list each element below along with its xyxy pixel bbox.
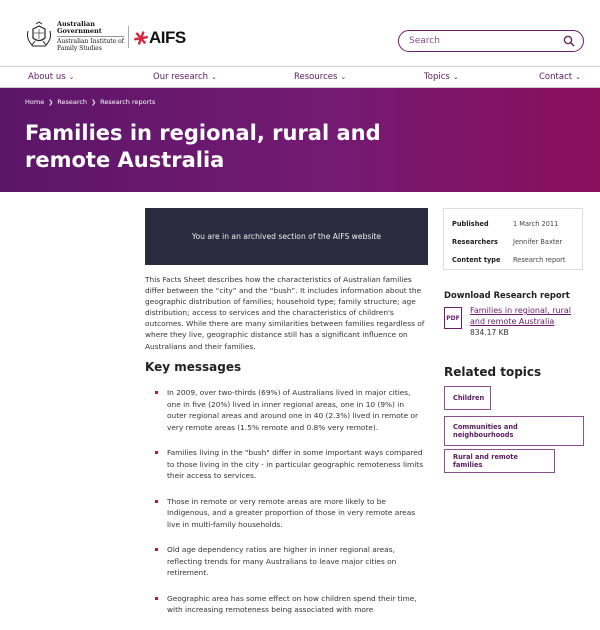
chevron-right-icon: ❯ [48,98,54,106]
file-size: 834.17 KB [470,328,509,337]
chevron-down-icon: ⌄ [340,73,347,81]
related-topics-title: Related topics [444,365,542,379]
nav-label: Resources [294,72,338,82]
search-icon[interactable] [563,35,575,47]
download-link[interactable]: Families in regional, rural and remote Australia [470,306,571,326]
page-title: Families in regional, rural and remote Australia [25,121,381,172]
list-item: Geographic area has some effect on how children spend their time, with increasing remoteness being associated with more [155,593,425,616]
download-info [470,305,580,337]
download-title: Download Research report [444,290,570,300]
meta-row-content-type [452,251,574,269]
topic-communities-and-neighbourhoods[interactable]: Communities and neighbourhoods [444,416,584,446]
gov-logo-line2: Australian Institute of [57,37,124,45]
meta-label: Researchers [452,238,498,246]
meta-row-published [452,215,574,233]
nav-item-about-us[interactable] [28,72,75,82]
search-input[interactable] [409,36,563,46]
site-header [0,0,600,66]
chevron-right-icon: ❯ [91,98,97,106]
aifs-star-icon [134,31,148,45]
publication-meta [443,208,583,270]
page-banner [0,88,600,192]
aifs-logo-text: AIFS [149,28,186,47]
nav-label: Topics [424,72,450,82]
nav-label: Our research [153,72,209,82]
chevron-down-icon: ⌄ [68,73,75,81]
list-item: Old age dependency ratios are higher in inner regional areas, reflecting trends for many Australians to leave major cities on retirement. [155,544,425,579]
nav-label: About us [28,72,66,82]
meta-label: Published [452,220,489,228]
government-logo-text [57,21,124,52]
main-nav [0,66,600,88]
meta-value: 1 March 2011 [513,220,559,228]
list-item: Families living in the "bush" differ in some important ways compared to those living in the city - in particular geographic remoteness limits their access to services. [155,447,425,482]
list-item: Those in remote or very remote areas are more likely to be Indigenous, and a greater proportion of those in very remote areas live in multi-family households. [155,496,425,531]
pdf-icon[interactable]: PDF [444,307,462,329]
breadcrumb-home[interactable]: Home [25,98,45,106]
meta-row-researchers [452,233,574,251]
meta-label: Content type [452,256,501,264]
gov-logo-line3: Family Studies [57,44,102,52]
chevron-down-icon: ⌄ [211,73,217,81]
topic-rural-and-remote-families[interactable]: Rural and remote families [444,449,555,473]
archive-notice: You are in an archived section of the AIFS website [145,208,428,265]
aifs-logo[interactable] [134,28,186,48]
meta-value[interactable]: Jennifer Baxter [513,238,563,246]
gov-logo-line1: Australian Government [57,21,124,37]
breadcrumb-research[interactable]: Research [57,98,88,106]
chevron-down-icon: ⌄ [575,73,581,81]
chevron-down-icon: ⌄ [452,73,459,81]
logo-divider [128,26,129,48]
nav-item-contact[interactable] [539,72,581,82]
key-messages-list [155,387,425,630]
nav-label: Contact [539,72,573,82]
intro-text: This Facts Sheet describes how the characteristics of Australian families differ between the “city” and the “bush”. It includes information about the geographic distribution of families; household type; family structure; age distribution; access to services and the characteristics of children's outcomes. While there are many similarities between families regardless of where they live, geographic distance still has a significant influence on Australians and their families. [145,275,425,351]
download-item [444,305,580,337]
meta-value: Research report [513,256,566,264]
list-item: In 2009, over two-thirds (69%) of Australians lived in major cities, one in five (20%) lived in inner regional areas, one in 10 (9%) in outer regional areas and around one in 40 (2.3%) lived in remote or very remote areas (1.5% remote and 0.8% very remote). [155,387,425,433]
topic-children[interactable]: Children [444,386,491,410]
coat-of-arms-icon [24,21,54,51]
breadcrumb [25,98,155,106]
search-box[interactable] [398,30,584,52]
nav-item-resources[interactable] [294,72,346,82]
nav-item-topics[interactable] [424,72,459,82]
key-messages-title: Key messages [145,360,242,374]
government-logo[interactable] [24,20,124,52]
breadcrumb-research-reports[interactable]: Research reports [100,98,156,106]
nav-item-our-research[interactable] [153,72,217,82]
